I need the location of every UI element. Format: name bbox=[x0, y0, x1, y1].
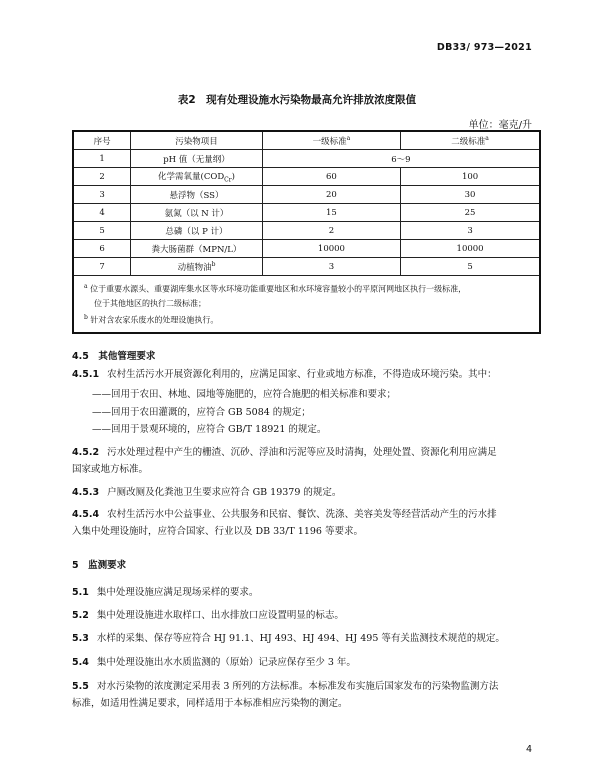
cell-item: 动植物油$^b$ bbox=[131, 258, 263, 276]
table-notes-row bbox=[73, 276, 540, 334]
list-item: ——回用于农田灌溉的，应符合 GB 5084 的规定； bbox=[92, 407, 311, 418]
cell-item: 总磷（以 P 计） bbox=[131, 222, 263, 240]
cell-no: 1 bbox=[73, 150, 131, 168]
emission-limits-table bbox=[72, 130, 541, 334]
table-caption: 表2 现有处理设施水污染物最高允许排放浓度限值 bbox=[177, 94, 417, 106]
cell-level1: 3 bbox=[262, 258, 400, 276]
table-row bbox=[73, 258, 540, 276]
list-item: ——回用于农田、林地、园地等施肥的，应符合施肥的相关标准和要求； bbox=[92, 389, 397, 400]
table-row bbox=[73, 186, 540, 204]
table-row bbox=[73, 168, 540, 186]
clause-5-1: 5.1 集中处理设施应满足现场采样的要求。 bbox=[72, 587, 259, 598]
cell-level2: 10000 bbox=[401, 240, 540, 258]
clause-4-5-1: 4.5.1 农村生活污水开展资源化利用的，应满足国家、行业或地方标准，不得造成环境污染。其中： bbox=[72, 369, 497, 380]
table-header-row bbox=[73, 131, 540, 150]
note-a-cont: 位于其他地区的执行二级标准； bbox=[94, 298, 206, 308]
cell-level1: 2 bbox=[262, 222, 400, 240]
document-code: DB33/ 973—2021 bbox=[436, 42, 532, 53]
cell-item: 粪大肠菌群（MPN/L） bbox=[131, 240, 263, 258]
clause-5-2: 5.2 集中处理设施进水取样口、出水排放口应设置明显的标志。 bbox=[72, 610, 344, 621]
section-4-5-title: 4.5 其他管理要求 bbox=[72, 351, 156, 362]
clause-4-5-2: 4.5.2 污水处理过程中产生的栅渣、沉砂、浮油和污泥等应及时清掏，处理处置、资源化利用应满足 国家或地方标准。 bbox=[72, 447, 497, 475]
cell-level2: 5 bbox=[401, 258, 540, 276]
cell-item: pH 值（无量纲） bbox=[131, 150, 263, 168]
clause-4-5-4: 4.5.4 农村生活污水中公益事业、公共服务和民宿、餐饮、洗涤、美容美发等经营活动产生的污水排 入集中处理设施时，应符合国家、行业以及 DB 33/T 1196 等要求。 bbox=[72, 509, 497, 537]
header-item: 污染物项目 bbox=[131, 131, 263, 150]
cell-level1: 60 bbox=[262, 168, 400, 186]
cell-no: 4 bbox=[73, 204, 131, 222]
cell-no: 7 bbox=[73, 258, 131, 276]
clause-5-4: 5.4 集中处理设施出水水质监测的（原始）记录应保存至少 3 年。 bbox=[72, 657, 356, 668]
section-5-title: 5 监测要求 bbox=[72, 560, 127, 571]
table-unit: 单位：毫克/升 bbox=[468, 120, 532, 131]
table-row bbox=[73, 240, 540, 258]
cell-level2: 25 bbox=[401, 204, 540, 222]
clause-4-5-3: 4.5.3 户厕改厕及化粪池卫生要求应符合 GB 19379 的规定。 bbox=[72, 487, 342, 498]
header-level1: 一级标准$^a$ bbox=[262, 131, 400, 150]
cell-merged-value: 6～9 bbox=[262, 150, 540, 168]
page-number: 4 bbox=[525, 744, 532, 755]
cell-no: 2 bbox=[73, 168, 131, 186]
table-row bbox=[73, 150, 540, 168]
cell-item: 化学需氧量$(COD_{Cr})$ bbox=[131, 168, 263, 186]
clause-5-3: 5.3 水样的采集、保存等应符合 HJ 91.1、HJ 493、HJ 494、HJ 495 等有关监测技术规范的规定。 bbox=[72, 633, 505, 644]
cell-level1: 20 bbox=[262, 186, 400, 204]
cell-level2: 30 bbox=[401, 186, 540, 204]
header-level2: 二级标准$^a$ bbox=[401, 131, 540, 150]
clause-5-5: 5.5 对水污染物的浓度测定采用表 3 所列的方法标准。本标准发布实施后国家发布的污染物监测方法 标准，如适用性满足要求，同样适用于本标准相应污染物的测定。 bbox=[72, 681, 499, 709]
cell-no: 6 bbox=[73, 240, 131, 258]
cell-item: 氨氮（以 N 计） bbox=[131, 204, 263, 222]
cell-no: 3 bbox=[73, 186, 131, 204]
cell-level2: 100 bbox=[401, 168, 540, 186]
cell-level2: 3 bbox=[401, 222, 540, 240]
cell-level1: 10000 bbox=[262, 240, 400, 258]
table-row bbox=[73, 204, 540, 222]
header-no: 序号 bbox=[73, 131, 131, 150]
cell-no: 5 bbox=[73, 222, 131, 240]
table-row bbox=[73, 222, 540, 240]
note-b: $^b$ 针对含农家乐废水的处理设施执行。 bbox=[84, 313, 219, 325]
note-a: $^a$ 位于重要水源头、重要湖库集水区等水环境功能重要地区和水环境容量较小的平原河网地区执行一级标准， bbox=[84, 283, 467, 294]
table-notes bbox=[73, 276, 540, 334]
cell-item: 悬浮物（SS） bbox=[131, 186, 263, 204]
list-item: ——回用于景观环境的，应符合 GB/T 18921 的规定。 bbox=[92, 424, 327, 435]
cell-level1: 15 bbox=[262, 204, 400, 222]
